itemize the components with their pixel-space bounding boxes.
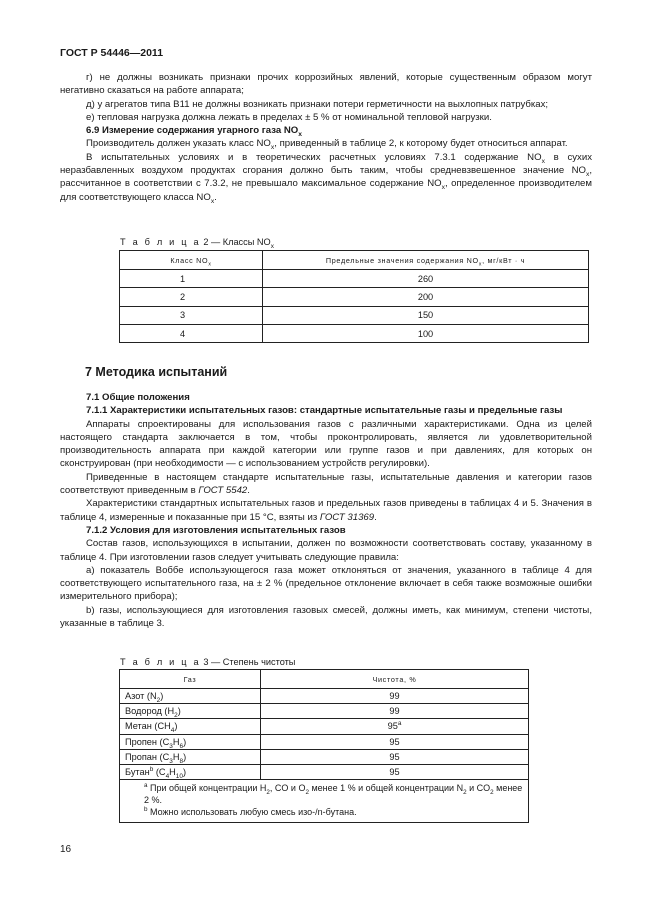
document-header: ГОСТ Р 54446—2011 — [60, 47, 164, 59]
table-row: 4 100 — [120, 324, 589, 342]
paragraph-7-1-1-c: Характеристики стандартных испытательных газов и предельных газов приведены в таблицах 4 и 5. Значения в таблице 4, измеренные и показанные при 15 °С, взяты из ГОСТ 31369. — [60, 498, 592, 523]
table-2 — [119, 250, 589, 343]
paragraph-nox-content: В испытательных условиях и в теоретических расчетных условиях 7.3.1 содержание $NO_x$ в сухих неразбавленных воздухом продуктах сгорания должно быть таким, чтобы средневзвешенное значение $NO_x$, рассчитанное в соответствии с 7.3.2, не превышало максимальное содержание $NO_x$, определенное производителем для соответствующего класса $NO_x$. — [60, 151, 592, 205]
table-row: 2 200 — [120, 288, 589, 306]
table-3-notes — [120, 780, 529, 823]
paragraph-nox-class: Производитель должен указать класс $NO_x$, приведенный в таблице 2, к которому будет относиться аппарат. — [86, 138, 568, 152]
table-2-col-class: Класс $NO_x$ — [120, 251, 263, 270]
table-row: Пропан $(C_3H_8)$ 95 — [120, 749, 529, 764]
section-7-title: 7 Методика испытаний — [85, 365, 228, 379]
table-3 — [119, 669, 529, 823]
table-2-caption: Т а б л и ц а 2 — Классы $NO_x$ — [120, 237, 274, 250]
paragraph-7-1-2-a: Состав газов, использующихся в испытании, должен по возможности соответствовать составу, указанному в таблице 4. При изготовлении газов следует учитывать следующие правила: — [60, 538, 592, 563]
section-7-block — [60, 391, 592, 630]
table-row: 1 260 — [120, 270, 589, 288]
table-2-col-limit: Предельные значения содержания $NO_x$, мг/кВт · ч — [263, 251, 589, 270]
table-3-caption: Т а б л и ц а 3 — Степень чистоты — [120, 657, 296, 667]
table-3-note-a: $^a$ При общей концентрации $H_2$, CO и $O_2$ менее 1 % и общей концентрации $N_2$ и $CO_2$ менее 2 %. — [144, 782, 523, 806]
paragraph-7-1-1-a: Аппараты спроектированы для использования газов с различными характеристиками. Одна из целей настоящего стандарта заключается в том, чтобы проконтролировать, является ли удовлетворительной производительность аппарата при каждой категории или группе газов и при давлениях, для которых он сконструирован (при необходимости — с использованием устройств регулировки). — [60, 418, 592, 470]
paragraph-7-1-2-c: b) газы, использующиеся для изготовления газовых смесей, должны иметь, как минимум, степени чистоты, указанные в таблице 3. — [60, 604, 592, 630]
table-row: Метан $(CH_4)$ 95$^a$ — [120, 719, 529, 734]
table-row: Бутан$^b$ $(C_4H_{10})$ 95 — [120, 764, 529, 779]
table-3-col-gas: Газ — [120, 670, 261, 689]
item-g: г) не должны возникать признаки прочих коррозийных явлений, которые существенным образом могут негативно сказаться на работе аппарата; — [60, 72, 592, 97]
table-row: Водород $(H_2)$ 99 — [120, 704, 529, 719]
table-row: Пропен $(C_3H_6)$ 95 — [120, 734, 529, 749]
heading-7-1-2: 7.1.2 Условия для изготовления испытательных газов — [86, 524, 346, 536]
heading-6-9: 6.9 Измерение содержания угарного газа $NO_x$ — [86, 125, 302, 139]
table-row: 3 150 — [120, 306, 589, 324]
heading-7-1-1: 7.1.1 Характеристики испытательных газов: стандартные испытательные газы и предельные газы — [86, 405, 563, 417]
page-number: 16 — [60, 844, 72, 855]
table-3-note-b: $^b$ Можно использовать любую смесь изо-/n-бутана. — [144, 806, 357, 818]
table-3-col-purity: Чистота, % — [261, 670, 529, 689]
table-row: Азот $(N_2)$ 99 — [120, 689, 529, 704]
item-d: д) у агрегатов типа B11 не должны возникать признаки потери герметичности на выхлопных патрубках; — [86, 98, 549, 110]
section-6-block — [60, 71, 592, 204]
paragraph-7-1-2-b: а) показатель Воббе использующегося газа может отклоняться от значения, указанного в таблице 4 для соответствующего испытательного газа, на ± 2 % (предельное отклонение включает в себя также возможные ошибки измерительного прибора); — [60, 564, 592, 603]
heading-7-1: 7.1 Общие положения — [86, 392, 190, 403]
item-e: е) тепловая нагрузка должна лежать в пределах ± 5 % от номинальной тепловой нагрузки. — [86, 111, 492, 123]
paragraph-7-1-1-b: Приведенные в настоящем стандарте испытательные газы, испытательные давления и категории газов соответствуют приведенным в ГОСТ 5542. — [60, 471, 592, 497]
